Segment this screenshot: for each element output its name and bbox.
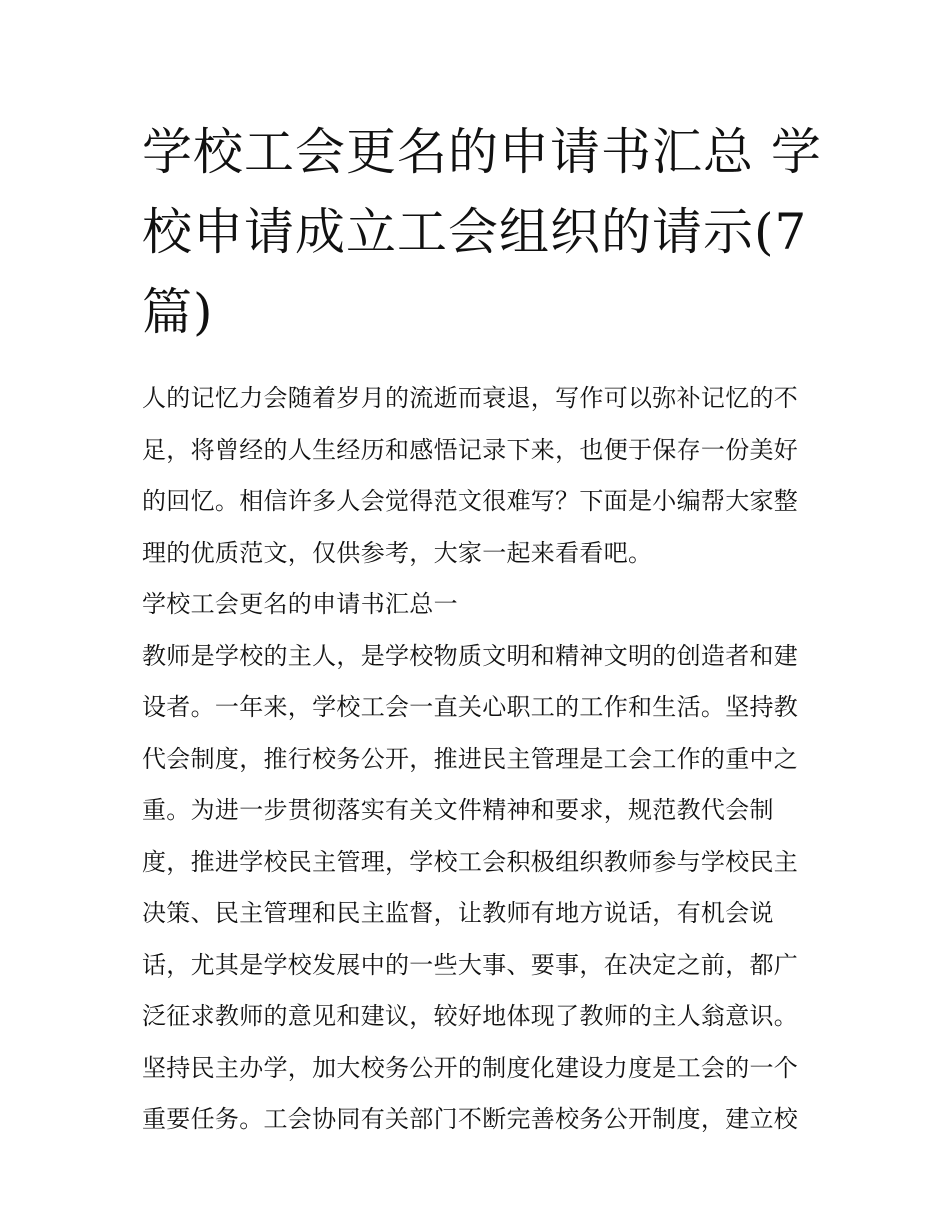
section-heading: 学校工会更名的申请书汇总一 (142, 590, 458, 618)
title-line: 校申请成立工会组织的请示(7 (142, 203, 808, 261)
document-title (142, 112, 822, 352)
paragraph-line: 设者。一年来，学校工会一直关心职工的工作和生活。坚持教 (142, 693, 799, 721)
paragraph-line: 教师是学校的主人，是学校物质文明和精神文明的创造者和建 (142, 641, 799, 670)
paragraph-line: 重。为进一步贯彻落实有关文件精神和要求，规范教代会制 (142, 796, 774, 824)
title-line: 篇) (142, 283, 214, 341)
paragraph-line: 理的优质范文，仅供参考，大家一起来看看吧。 (142, 538, 653, 567)
paragraph-line: 决策、民主管理和民主监督，让教师有地方说话，有机会说 (142, 899, 774, 927)
paragraph-line: 泛征求教师的意见和建议，较好地体现了教师的主人翁意识。 (142, 1002, 799, 1030)
title-line: 学校工会更名的申请书汇总 学 (142, 123, 822, 181)
intro-paragraph (142, 373, 814, 579)
paragraph-line: 足，将曾经的人生经历和感悟记录下来，也便于保存一份美好 (142, 435, 799, 464)
section-paragraph (142, 631, 814, 1146)
paragraph-line: 重要任务。工会协同有关部门不断完善校务公开制度，建立校 (142, 1105, 799, 1133)
paragraph-line: 话，尤其是学校发展中的一些大事、要事，在决定之前，都广 (142, 950, 799, 979)
document-page (142, 112, 822, 1146)
paragraph-line: 人的记忆力会随着岁月的流逝而衰退，写作可以弥补记忆的不 (142, 384, 799, 412)
paragraph-line: 坚持民主办学，加大校务公开的制度化建设力度是工会的一个 (142, 1053, 799, 1082)
paragraph-line: 代会制度，推行校务公开，推进民主管理是工会工作的重中之 (142, 744, 799, 773)
paragraph-line: 度，推进学校民主管理，学校工会积极组织教师参与学校民主 (142, 847, 799, 876)
paragraph-line: 的回忆。相信许多人会觉得范文很难写？下面是小编帮大家整 (142, 487, 799, 515)
document-body (142, 373, 814, 1146)
